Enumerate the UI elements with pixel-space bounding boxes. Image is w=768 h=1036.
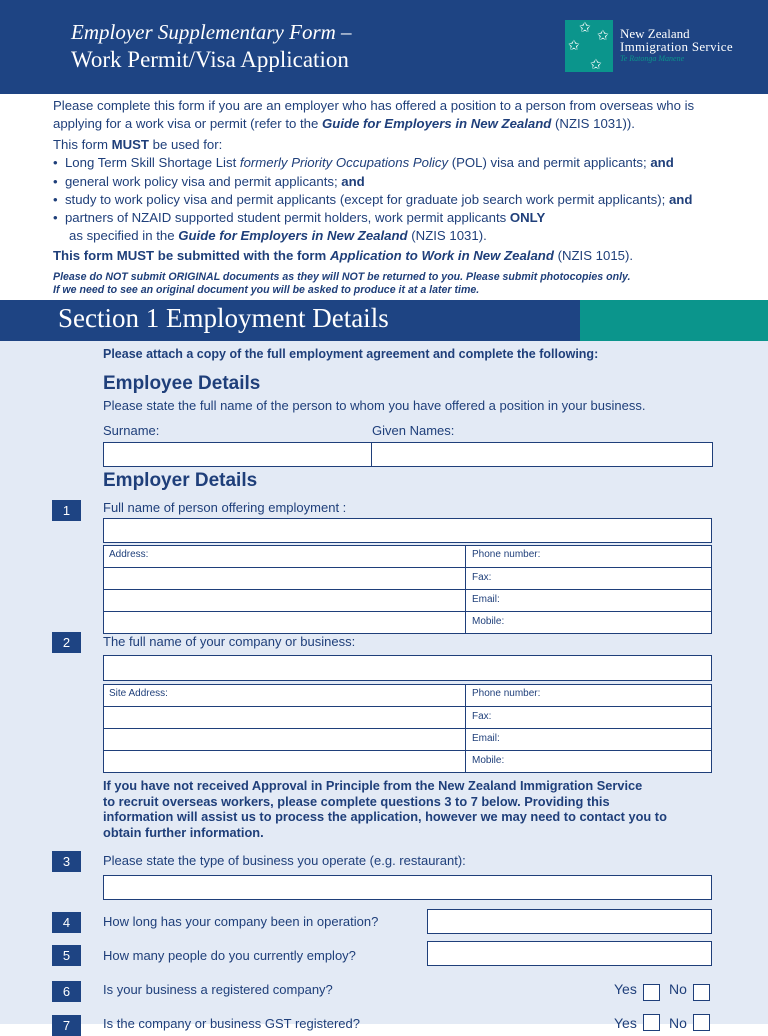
bullet-item: • study to work policy visa and permit applicants (except for graduate job search work permit applicants); and (53, 192, 693, 207)
form-subtitle: Work Permit/Visa Application (71, 47, 349, 72)
employee-details-heading: Employee Details (103, 373, 261, 394)
q7-no-label: No (669, 1015, 687, 1031)
mobile-label: Mobile: (472, 755, 505, 766)
q3-label: Please state the type of business you operate (e.g. restaurant): (103, 853, 466, 868)
intro-paragraph-line2: applying for a work visa or permit (refer to the Guide for Employers in New Zealand (NZIS 1031)). (53, 116, 635, 131)
question-number-2: 2 (52, 632, 81, 653)
must-line: This form MUST be used for: (53, 137, 223, 152)
given-names-label: Given Names: (372, 423, 455, 438)
original-docs-note-2: If we need to see an original document you will be asked to produce it at a later time. (53, 284, 480, 296)
attach-instruction: Please attach a copy of the full employment agreement and complete the following: (103, 347, 599, 361)
question-number-5: 5 (52, 945, 81, 966)
q7-label: Is the company or business GST registered? (103, 1016, 360, 1031)
q7-yes-label: Yes (614, 1015, 637, 1031)
employer-details-heading: Employer Details (103, 470, 258, 491)
bullet-item: • partners of NZAID supported student permit holders, work permit applicants ONLY (53, 210, 546, 225)
question-number-6: 6 (52, 981, 81, 1002)
employee-desc: Please state the full name of the person to whom you have offered a position in your business. (103, 398, 646, 413)
star-icon: ✩ (597, 27, 609, 43)
bullet-item-continued: as specified in the Guide for Employers in New Zealand (NZIS 1031). (69, 228, 487, 243)
question-number-7: 7 (52, 1015, 81, 1036)
submit-note: This form MUST be submitted with the form Application to Work in New Zealand (NZIS 1015). (53, 248, 634, 263)
surname-field[interactable] (103, 442, 372, 467)
aip-paragraph-line4: obtain further information. (103, 825, 264, 840)
phone-label: Phone number: (472, 688, 541, 699)
company-name-field[interactable] (103, 655, 712, 681)
original-docs-note: Please do NOT submit ORIGINAL documents as they will NOT be returned to you. Please submit photocopies only. (53, 271, 631, 283)
surname-label: Surname: (103, 423, 160, 438)
star-icon: ✩ (579, 19, 591, 35)
q7-no-checkbox[interactable] (693, 1014, 710, 1031)
question-number-4: 4 (52, 912, 81, 933)
bullet-item: • Long Term Skill Shortage List formerly Priority Occupations Policy (POL) visa and permit applicants; and (53, 155, 674, 170)
logo-text-line1: New Zealand (620, 26, 690, 41)
question-number-3: 3 (52, 851, 81, 872)
given-names-field[interactable] (371, 442, 713, 467)
operation-duration-field[interactable] (427, 909, 712, 934)
table-divider (103, 750, 712, 751)
q6-no-checkbox[interactable] (693, 984, 710, 1001)
question-number-1: 1 (52, 500, 81, 521)
section-title: Section 1 Employment Details (58, 303, 389, 333)
bullet-item: • general work policy visa and permit applicants; and (53, 174, 365, 189)
q7-yes-checkbox[interactable] (643, 1014, 660, 1031)
table-divider (103, 706, 712, 707)
nzis-logo (565, 20, 613, 72)
q6-no-label: No (669, 981, 687, 997)
star-icon: ✩ (590, 56, 602, 72)
employer-name-field[interactable] (103, 518, 712, 543)
q6-yes-checkbox[interactable] (643, 984, 660, 1001)
table-divider (103, 611, 712, 612)
phone-label: Phone number: (472, 549, 541, 560)
aip-paragraph-line1: If you have not received Approval in Principle from the New Zealand Immigration Service (103, 778, 643, 793)
aip-paragraph-line3: information will assist us to process the application, however we may need to contact you to (103, 809, 667, 824)
intro-paragraph-line1: Please complete this form if you are an employer who has offered a position to a person from overseas who is (53, 98, 695, 113)
aip-paragraph-line2: to recruit overseas workers, please complete questions 3 to 7 below. Providing this (103, 794, 610, 809)
email-label: Email: (472, 594, 500, 605)
mobile-label: Mobile: (472, 616, 505, 627)
table-divider (103, 567, 712, 568)
business-type-field[interactable] (103, 875, 712, 900)
q2-label: The full name of your company or business: (103, 634, 356, 649)
address-label: Address: (109, 549, 149, 560)
employee-count-field[interactable] (427, 941, 712, 966)
logo-text-line2: Immigration Service (620, 39, 733, 54)
section-banner-accent (580, 300, 768, 341)
q1-label: Full name of person offering employment : (103, 500, 347, 515)
table-divider (103, 728, 712, 729)
q6-yes-label: Yes (614, 981, 637, 997)
email-label: Email: (472, 733, 500, 744)
q5-label: How many people do you currently employ? (103, 948, 356, 963)
q6-label: Is your business a registered company? (103, 982, 333, 997)
logo-text-maori: Te Ratonga Manene (620, 54, 685, 63)
star-icon: ✩ (568, 37, 580, 53)
fax-label: Fax: (472, 711, 492, 722)
site-address-label: Site Address: (109, 688, 168, 699)
q4-label: How long has your company been in operation? (103, 914, 379, 929)
fax-label: Fax: (472, 572, 492, 583)
form-title: Employer Supplementary Form – (71, 20, 352, 44)
table-divider (103, 589, 712, 590)
